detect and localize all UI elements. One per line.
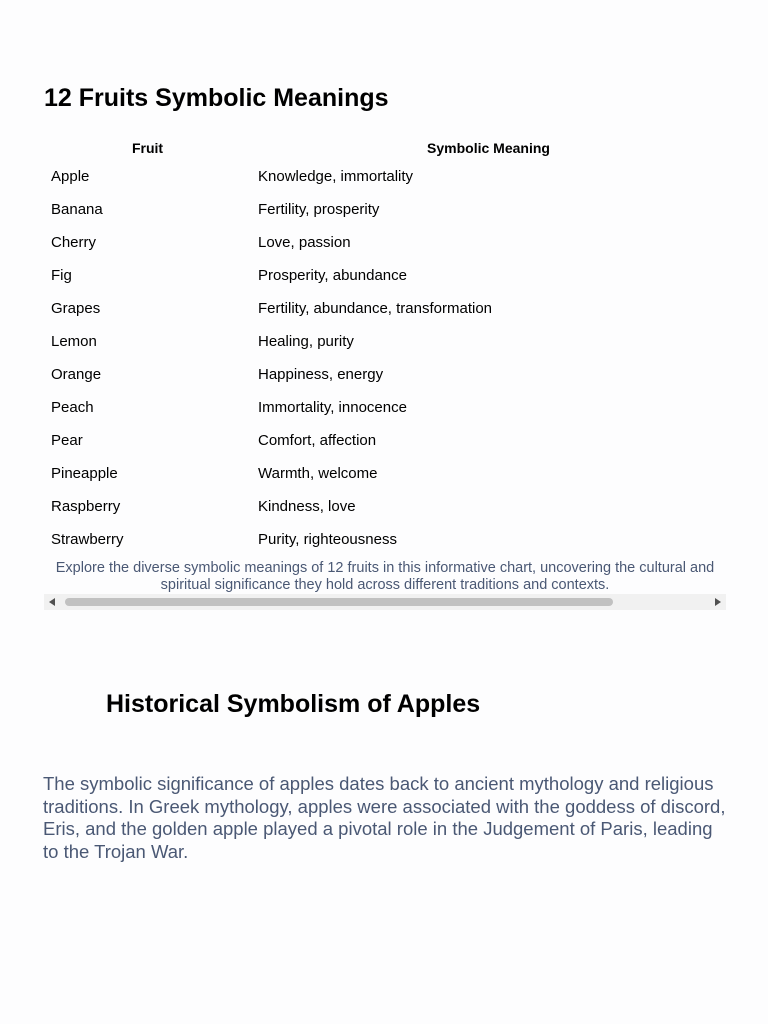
table-row	[44, 490, 726, 523]
table-header-row	[44, 136, 726, 160]
section-paragraph: The symbolic significance of apples dates back to ancient mythology and religious traditions. In Greek mythology, apples were associated with the goddess of discord, Eris, and the golden apple played a pivotal role in the Judgement of Paris, leading to the Trojan War.	[43, 773, 726, 862]
meaning-cell: Love, passion	[258, 234, 351, 251]
fruit-cell: Peach	[51, 399, 94, 416]
fruit-cell: Fig	[51, 267, 72, 284]
meaning-cell: Kindness, love	[258, 498, 356, 515]
meaning-cell: Prosperity, abundance	[258, 267, 407, 284]
fruit-table-container	[44, 136, 726, 556]
fruit-cell: Banana	[51, 201, 103, 218]
table-row	[44, 193, 726, 226]
page-title: 12 Fruits Symbolic Meanings	[44, 84, 389, 112]
meaning-cell: Warmth, welcome	[258, 465, 378, 482]
meaning-cell: Fertility, prosperity	[258, 201, 380, 218]
scroll-left-button[interactable]	[44, 594, 60, 610]
table-row	[44, 457, 726, 490]
table-row	[44, 226, 726, 259]
table-row	[44, 292, 726, 325]
horizontal-scrollbar[interactable]	[44, 594, 726, 610]
table-row	[44, 391, 726, 424]
meaning-cell: Healing, purity	[258, 333, 354, 350]
fruit-cell: Apple	[51, 168, 90, 185]
fruit-cell: Strawberry	[51, 531, 124, 548]
triangle-right-icon	[715, 598, 721, 606]
fruit-cell: Cherry	[51, 234, 97, 251]
meaning-cell: Knowledge, immortality	[258, 168, 414, 185]
table-row	[44, 259, 726, 292]
fruit-symbolism-table	[44, 136, 726, 556]
triangle-left-icon	[49, 598, 55, 606]
section-heading: Historical Symbolism of Apples	[106, 690, 481, 718]
meaning-cell: Happiness, energy	[258, 366, 384, 383]
fruit-cell: Pear	[51, 432, 83, 449]
fruit-cell: Raspberry	[51, 498, 121, 515]
meaning-cell: Fertility, abundance, transformation	[258, 300, 493, 317]
meaning-cell: Comfort, affection	[258, 432, 377, 449]
table-row	[44, 358, 726, 391]
table-row	[44, 160, 726, 193]
column-header-symbolic-meaning: Symbolic Meaning	[427, 140, 550, 156]
scroll-right-button[interactable]	[710, 594, 726, 610]
fruit-cell: Pineapple	[51, 465, 118, 482]
scrollbar-thumb[interactable]	[65, 598, 613, 606]
fruit-cell: Lemon	[51, 333, 97, 350]
column-header-fruit: Fruit	[131, 140, 164, 156]
table-caption: Explore the diverse symbolic meanings of 12 fruits in this informative chart, uncovering the cultural and spiritual significance they hold across different traditions and contexts.	[55, 560, 715, 593]
table-row	[44, 325, 726, 358]
table-row	[44, 523, 726, 556]
table-row	[44, 424, 726, 457]
meaning-cell: Purity, righteousness	[258, 531, 397, 548]
fruit-cell: Grapes	[51, 300, 101, 317]
meaning-cell: Immortality, innocence	[258, 399, 407, 416]
fruit-cell: Orange	[51, 366, 102, 383]
